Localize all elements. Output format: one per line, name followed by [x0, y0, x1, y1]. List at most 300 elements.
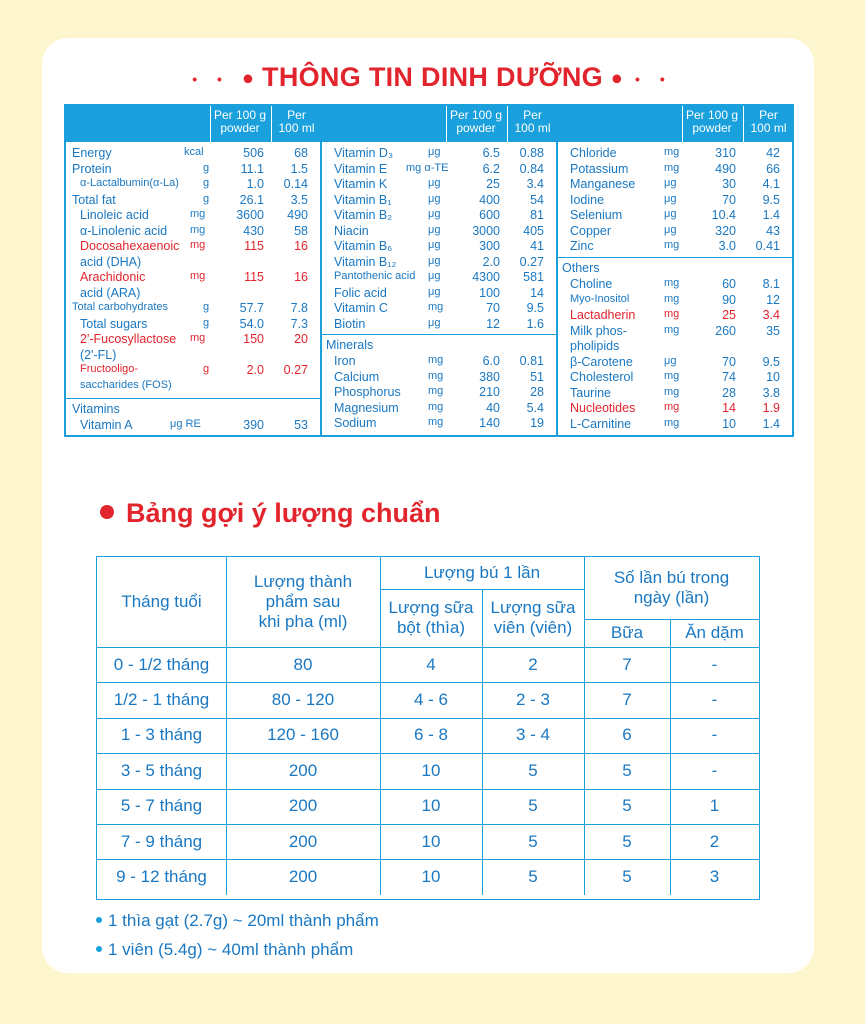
- nutrient-row: [66, 270, 320, 286]
- table-cell-text: [116, 867, 207, 887]
- nutrient-unit: μg: [664, 354, 677, 367]
- decor-dots-left: • •: [192, 70, 242, 87]
- nutrient-value-per-100ml: 581: [523, 270, 544, 284]
- table-cell-text: [422, 796, 441, 816]
- nutrient-value-per-100g: 6.5: [482, 146, 500, 160]
- cell-line: -: [711, 760, 718, 780]
- nutrient-name: Vitamin C: [334, 301, 388, 315]
- header-times: [584, 557, 759, 619]
- cell-line: 5: [528, 831, 538, 851]
- nutrient-value-per-100g: 320: [715, 223, 736, 238]
- decor-dots-right: • •: [623, 70, 673, 87]
- cell-line: 5: [528, 796, 538, 816]
- nutrient-value-per-100ml: 7.8: [290, 301, 308, 315]
- nutrient-row: [66, 177, 320, 193]
- nutrient-value-per-100g: 70: [722, 192, 736, 207]
- nutrient-name: Milk phos-: [570, 323, 627, 338]
- nutrient-name: Total sugars: [80, 316, 148, 331]
- cell-line: 5 - 7 tháng: [120, 796, 203, 816]
- nutrition-column-1: [66, 106, 322, 435]
- cell-line: 6: [622, 725, 632, 745]
- nutrient-value-per-100g: 3000: [472, 223, 500, 238]
- table-cell-text: [712, 761, 718, 781]
- header-text: Per 100 g: [213, 108, 267, 122]
- header-per-100ml: [273, 109, 320, 135]
- table-cell: [97, 753, 226, 788]
- cell-line: 7 - 9 tháng: [120, 831, 203, 851]
- nutrient-value-per-100ml: 490: [287, 208, 308, 222]
- nutrient-name: Chloride: [570, 146, 617, 160]
- nutrient-value-per-100g: 10.4: [711, 208, 736, 222]
- nutrient-value-per-100g: 54.0: [239, 316, 264, 331]
- cell-line: -: [711, 690, 718, 710]
- nutrient-row: [66, 224, 320, 240]
- nutrient-value-per-100ml: 43: [766, 223, 780, 238]
- nutrient-name: Protein: [72, 161, 112, 176]
- nutrient-value-per-100ml: 8.1: [762, 277, 780, 291]
- nutrient-row: [556, 355, 792, 371]
- nutrient-value-per-100g: 300: [479, 239, 500, 253]
- nutrient-value-per-100ml: 3.4: [762, 308, 780, 322]
- nutrient-name: Taurine: [570, 385, 611, 400]
- nutrient-unit: g: [203, 192, 210, 205]
- nutrient-value-per-100g: 140: [479, 416, 500, 430]
- header-powder: [380, 589, 482, 647]
- nutrient-unit: mg: [664, 161, 680, 174]
- nutrient-row: [320, 416, 556, 432]
- nutrient-value-per-100g: 1.0: [246, 177, 264, 191]
- nutrient-row: [320, 208, 556, 224]
- grid-line: [97, 682, 759, 683]
- nutrient-value-per-100ml: 3.8: [762, 385, 780, 400]
- table-cell: [482, 789, 584, 824]
- table-cell-text: [622, 690, 631, 710]
- nutrient-value-per-100g: 2.0: [482, 254, 500, 269]
- cell-line: 200: [288, 760, 318, 780]
- cell-line: khi pha (ml): [258, 612, 348, 631]
- page-title: THÔNG TIN DINH DƯỠNG: [262, 62, 603, 92]
- table-cell: [482, 753, 584, 788]
- nutrient-value-per-100ml: 405: [523, 223, 544, 238]
- table-cell-text: [289, 867, 317, 887]
- nutrient-name: α-Lactalbumin(α-La): [80, 177, 179, 189]
- cell-line: Ăn dặm: [685, 623, 744, 642]
- table-cell-text: [528, 796, 537, 816]
- nutrient-name: L-Carnitine: [570, 416, 632, 431]
- header-text: 100 ml: [278, 121, 315, 135]
- nutrient-unit: μg: [428, 270, 441, 282]
- table-cell: [584, 824, 670, 859]
- nutrient-value-per-100ml: 7.3: [290, 316, 308, 331]
- nutrient-value-per-100g: 70: [486, 301, 500, 315]
- header-per-100ml: [509, 109, 556, 135]
- nutrient-value-per-100g: 430: [243, 223, 264, 238]
- cell-line: 5: [622, 796, 632, 816]
- nutrient-unit: kcal: [184, 146, 204, 158]
- bullet-icon: [100, 505, 114, 519]
- nutrient-name: Arachidonic: [80, 270, 146, 284]
- nutrient-value-per-100g: 210: [479, 385, 500, 399]
- nutrient-unit: mg: [190, 332, 206, 344]
- table-cell-text: [528, 832, 537, 852]
- nutrient-unit: mg: [190, 208, 206, 220]
- grid-line: [670, 619, 671, 895]
- table-cell: [670, 824, 759, 859]
- table-cell-text: [272, 690, 334, 710]
- cell-line: Bữa: [610, 623, 644, 642]
- table-cell-text: [622, 761, 631, 781]
- table-cell-text: [121, 725, 202, 745]
- nutrient-value-per-100g: 390: [243, 418, 264, 432]
- nutrient-row: [320, 401, 556, 417]
- nutrient-row: [556, 277, 792, 293]
- nutrient-value-per-100ml: 1.6: [526, 316, 544, 331]
- nutrient-value-per-100g: 26.1: [239, 192, 264, 207]
- table-cell: [482, 647, 584, 682]
- header-divider: [210, 106, 211, 142]
- nutrient-unit: g: [203, 177, 210, 189]
- nutrient-value-per-100g: 310: [715, 146, 736, 160]
- nutrient-row: [556, 239, 792, 255]
- cell-line: 10: [421, 796, 441, 816]
- nutrient-value-per-100ml: 54: [530, 192, 544, 207]
- nutrient-value-per-100ml: 1.4: [762, 416, 780, 431]
- nutrient-unit: mg: [664, 401, 680, 413]
- grid-line: [380, 557, 381, 895]
- nutrient-name: Folic acid: [334, 285, 387, 300]
- cell-line: 4 - 6: [413, 690, 449, 710]
- grid-line: [97, 647, 759, 648]
- header-text: powder: [692, 121, 732, 135]
- nutrient-name: Copper: [570, 223, 611, 238]
- nutrient-value-per-100ml: 9.5: [762, 192, 780, 207]
- cell-line: 120 - 160: [267, 725, 339, 745]
- table-cell-text: [622, 832, 631, 852]
- nutrient-name: Vitamin D₃: [334, 146, 394, 160]
- cell-line: 9 - 12 tháng: [116, 867, 207, 887]
- nutrient-unit: mg: [190, 239, 206, 251]
- header-age: [97, 557, 226, 647]
- nutrient-row: [320, 385, 556, 401]
- nutrient-row: [66, 193, 320, 209]
- nutrient-row: [320, 301, 556, 317]
- cell-line: 7: [622, 690, 632, 710]
- nutrient-unit: μg: [664, 208, 677, 220]
- table-cell-text: [114, 655, 209, 675]
- nutrient-value-per-100g: 600: [479, 208, 500, 222]
- nutrient-name: Total fat: [72, 192, 116, 207]
- table-cell-text: [712, 690, 718, 710]
- nutrient-unit: μg: [428, 239, 441, 251]
- nutrient-value-per-100ml: 9.5: [526, 301, 544, 315]
- nutrient-unit: mg: [190, 223, 206, 236]
- nutrient-value-per-100ml: 35: [766, 323, 780, 338]
- nutrient-unit: μg: [428, 285, 441, 298]
- nutrient-name: Phosphorus: [334, 385, 401, 399]
- note-item: [96, 911, 379, 931]
- table-cell-text: [422, 867, 441, 887]
- header-text: 100 ml: [750, 121, 787, 135]
- nutrient-value-per-100ml: 1.4: [762, 208, 780, 222]
- cell-line: -: [711, 654, 718, 674]
- group-label-text: Minerals: [326, 338, 374, 352]
- nutrient-row: [556, 339, 792, 355]
- nutrient-row: [320, 317, 556, 333]
- nutrient-value-per-100ml: 4.1: [762, 177, 780, 191]
- cell-line: 80 - 120: [271, 690, 335, 710]
- nutrient-value-per-100ml: 28: [530, 385, 544, 399]
- nutrient-value-per-100g: 10: [722, 416, 736, 431]
- nutrient-row: [556, 293, 792, 309]
- nutrient-row: [320, 224, 556, 240]
- nutrient-value-per-100ml: 53: [294, 418, 308, 432]
- nutrient-value-per-100g: 14: [722, 401, 736, 415]
- nutrient-name: Total carbohydrates: [72, 301, 168, 313]
- nutrient-row: [320, 193, 556, 209]
- nutrient-name: Vitamin B₆: [334, 239, 393, 253]
- bullet-icon: [96, 946, 102, 952]
- nutrient-name: Nucleotides: [570, 401, 636, 415]
- nutrient-value-per-100ml: 0.14: [283, 177, 308, 191]
- nutrient-name: Lactadherin: [570, 308, 636, 322]
- nutrient-unit: mg: [428, 400, 444, 413]
- cell-line: bột (thìa): [396, 618, 466, 637]
- cell-line: 5: [528, 760, 538, 780]
- table-cell: [584, 859, 670, 894]
- header-divider: [682, 106, 683, 142]
- nutrient-unit: μg: [428, 192, 441, 205]
- nutrient-value-per-100g: 100: [479, 285, 500, 300]
- nutrient-name: Vitamin B₁₂: [334, 254, 397, 269]
- nutrient-unit: μg: [428, 316, 441, 329]
- nutrient-name: Iron: [334, 354, 356, 368]
- table-cell-text: [622, 725, 631, 745]
- grid-line: [97, 824, 759, 825]
- cell-line: Lượng sữa: [388, 598, 474, 617]
- nutrient-value-per-100g: 74: [722, 370, 736, 384]
- nutrient-value-per-100g: 150: [243, 332, 264, 346]
- nutrient-name: Vitamin A: [80, 418, 133, 432]
- nutrient-row: [66, 348, 320, 364]
- cell-line: 7: [622, 654, 632, 674]
- table-cell: [482, 859, 584, 894]
- header-text: Per 100 g: [685, 108, 739, 122]
- header-solid-text: [685, 623, 744, 643]
- note-text: 1 thìa gạt (2.7g) ~ 20ml thành phẩm: [108, 911, 379, 930]
- table-cell-text: [289, 761, 317, 781]
- nutrient-value-per-100ml: 58: [294, 223, 308, 238]
- table-cell: [380, 824, 482, 859]
- nutrient-value-per-100ml: 41: [530, 239, 544, 253]
- header-tablet-text: [491, 598, 576, 638]
- grid-line: [584, 557, 585, 895]
- nutrient-row: [556, 324, 792, 340]
- section-title: [100, 498, 440, 529]
- decor-dot-left: ●: [241, 67, 255, 90]
- nutrient-value-per-100g: 60: [722, 277, 736, 291]
- nutrient-value-per-100ml: 19: [530, 416, 544, 430]
- header-text: Per: [287, 108, 306, 122]
- nutrient-unit: mg: [664, 416, 680, 429]
- table-header: [66, 106, 320, 142]
- nutrient-value-per-100g: 30: [722, 177, 736, 191]
- header-per-100g: [448, 109, 504, 135]
- nutrient-value-per-100g: 380: [479, 369, 500, 384]
- nutrient-value-per-100ml: 0.88: [519, 146, 544, 160]
- grid-line: [97, 753, 759, 754]
- nutrient-row: [66, 317, 320, 333]
- header-text: Per: [523, 108, 542, 122]
- nutrient-row: [556, 146, 792, 162]
- table-cell-text: [422, 761, 441, 781]
- grid-line: [584, 619, 759, 620]
- nutrient-row: [66, 301, 320, 317]
- nutrient-row: [556, 208, 792, 224]
- table-cell: [380, 647, 482, 682]
- nutrient-row: [66, 255, 320, 271]
- nutrient-unit: mg: [664, 323, 680, 336]
- header-meal: [584, 619, 670, 647]
- header-divider: [446, 106, 447, 142]
- table-cell-text: [414, 690, 448, 710]
- nutrient-value-per-100g: 12: [486, 316, 500, 331]
- nutrient-value-per-100g: 506: [243, 146, 264, 160]
- table-divider: [556, 257, 792, 258]
- table-cell-text: [289, 832, 317, 852]
- nutrition-table: [64, 104, 794, 437]
- cell-line: 3: [709, 867, 720, 887]
- table-cell-text: [528, 655, 537, 675]
- nutrient-unit: mg: [664, 146, 680, 158]
- nutrient-row: [556, 224, 792, 240]
- nutrient-value-per-100ml: 68: [294, 146, 308, 160]
- nutrient-name: Cholesterol: [570, 370, 634, 384]
- nutrient-unit: g: [203, 316, 210, 329]
- cell-line: 200: [288, 831, 318, 851]
- nutrient-unit: mg: [664, 239, 680, 251]
- cell-line: 1/2 - 1 tháng: [113, 690, 210, 710]
- cell-line: 80: [293, 654, 313, 674]
- header-text: Per 100 g: [449, 108, 503, 122]
- table-cell: [584, 718, 670, 753]
- cell-line: -: [711, 725, 718, 745]
- header-text: powder: [220, 121, 260, 135]
- group-label-text: Others: [562, 261, 600, 275]
- table-cell-text: [710, 832, 719, 852]
- table-cell: [482, 718, 584, 753]
- nutrient-row: [320, 255, 556, 271]
- note-item: [96, 940, 353, 960]
- nutrient-name: Fructooligo-: [80, 363, 139, 375]
- nutrient-unit: μg: [428, 223, 441, 236]
- nutrient-row: [320, 270, 556, 286]
- header-solid: [670, 619, 759, 647]
- table-cell: [584, 789, 670, 824]
- table-cell-text: [622, 655, 631, 675]
- nutrient-row: [66, 418, 320, 434]
- cell-line: 2: [528, 654, 538, 674]
- nutrient-unit: μg: [428, 208, 441, 220]
- table-cell-text: [712, 725, 718, 745]
- nutrient-unit: mg: [428, 354, 444, 366]
- nutrient-value-per-100ml: 81: [530, 208, 544, 222]
- nutrient-row: [556, 401, 792, 417]
- table-cell-text: [121, 761, 202, 781]
- nutrient-value-per-100g: 6.0: [482, 354, 500, 368]
- nutrient-name: acid (ARA): [80, 285, 141, 300]
- header-text: powder: [456, 121, 496, 135]
- table-cell: [670, 647, 759, 682]
- nutrient-name: Zinc: [570, 239, 594, 253]
- group-label-text: Vitamins: [72, 402, 120, 416]
- nutrient-value-per-100g: 115: [244, 270, 264, 284]
- nutrient-name: Sodium: [334, 416, 377, 430]
- table-header: [556, 106, 792, 142]
- nutrient-name: Pantothenic acid: [334, 270, 416, 282]
- header-per-feed-text: [424, 563, 540, 583]
- table-cell: [584, 647, 670, 682]
- table-cell: [226, 824, 380, 859]
- table-cell: [97, 682, 226, 717]
- table-header: [320, 106, 556, 142]
- nutrient-unit: mg: [664, 308, 680, 320]
- nutrient-value-per-100g: 90: [722, 292, 736, 307]
- nutrient-row: [556, 193, 792, 209]
- table-cell-text: [622, 796, 631, 816]
- group-label: [556, 261, 792, 277]
- nutrient-value-per-100ml: 16: [294, 270, 308, 284]
- header-age-text: [121, 592, 201, 612]
- nutrient-name: β-Carotene: [570, 354, 633, 369]
- nutrient-unit: mg α-TE: [406, 161, 449, 174]
- nutrient-name: Vitamin B₁: [334, 192, 392, 207]
- nutrient-name: Calcium: [334, 369, 380, 384]
- nutrient-name: Myo-Inositol: [570, 292, 630, 305]
- nutrient-value-per-100ml: 1.5: [290, 161, 308, 176]
- table-cell-text: [267, 725, 339, 745]
- table-cell: [97, 789, 226, 824]
- nutrient-row: [556, 177, 792, 193]
- nutrient-unit: g: [203, 363, 210, 375]
- header-volume: [226, 557, 380, 647]
- table-cell: [226, 647, 380, 682]
- table-cell: [97, 824, 226, 859]
- nutrient-name: Vitamin K: [334, 177, 388, 191]
- cell-line: 6 - 8: [413, 725, 449, 745]
- table-cell-text: [712, 655, 718, 675]
- table-cell: [380, 859, 482, 894]
- header-text: 100 ml: [514, 121, 551, 135]
- nutrient-value-per-100g: 115: [244, 239, 264, 253]
- table-cell-text: [294, 655, 313, 675]
- bullet-icon: [96, 917, 102, 923]
- cell-line: 5: [622, 831, 632, 851]
- table-cell-text: [516, 690, 550, 710]
- table-cell: [670, 682, 759, 717]
- nutrition-title: [0, 62, 865, 93]
- cell-line: 200: [288, 867, 318, 887]
- nutrient-row: [66, 286, 320, 302]
- nutrient-unit: mg: [664, 370, 680, 382]
- nutrient-value-per-100ml: 3.4: [526, 177, 544, 191]
- nutrient-value-per-100ml: 0.84: [519, 161, 544, 176]
- nutrient-value-per-100g: 400: [479, 192, 500, 207]
- cell-line: 3 - 5 tháng: [120, 760, 203, 780]
- table-cell-text: [710, 867, 719, 887]
- nutrient-row: [556, 308, 792, 324]
- nutrient-name: Vitamin E: [334, 161, 388, 176]
- cell-line: Lượng thành: [253, 572, 353, 591]
